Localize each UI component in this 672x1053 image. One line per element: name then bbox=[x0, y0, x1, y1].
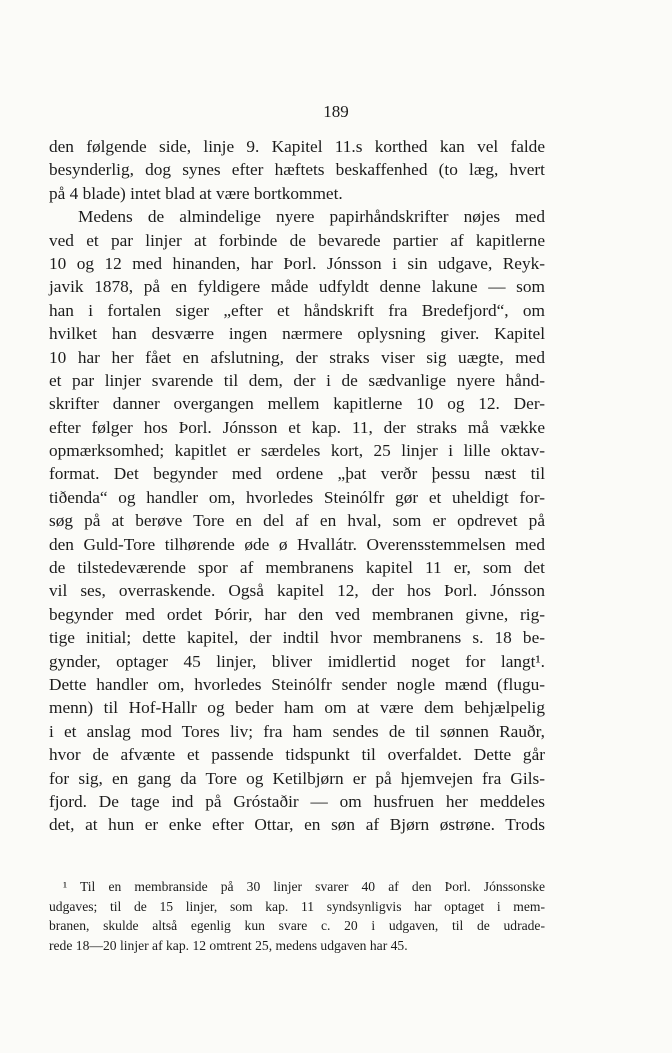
text-line: tige initial; dette kapitel, der indtil hvor membranens s. 18 be- bbox=[49, 628, 545, 648]
footnote-line: ¹ Til en membranside på 30 linjer svarer 40 af den Þorl. Jónssonske bbox=[63, 879, 545, 894]
text-line: 10 har her fået en afslutning, der straks viser sig uægte, med bbox=[49, 347, 545, 367]
text-line: på 4 blade) intet blad at være bortkommet. bbox=[49, 183, 343, 203]
text-line: vil ses, overraskende. Også kapitel 12, der hos Þorl. Jónsson bbox=[49, 581, 545, 601]
text-line: efter følger hos Þorl. Jónsson et kap. 11, der straks må vække bbox=[49, 417, 545, 437]
text-line: skrifter danner overgangen mellem kapitlerne 10 og 12. Der- bbox=[49, 394, 545, 414]
page-number: 189 bbox=[323, 102, 349, 121]
text-line: den følgende side, linje 9. Kapitel 11.s korthed kan vel falde bbox=[49, 137, 545, 156]
text-line: fjord. De tage ind på Gróstaðir — om husfruen her meddeles bbox=[49, 791, 545, 811]
text-line: hvor de afvænte et passende tidspunkt til overfaldet. Dette går bbox=[49, 745, 545, 765]
footnote-line: branen, skulde altså egenlig kun svare c. 20 i udgaven, til de udrade- bbox=[49, 918, 545, 934]
text-line: ved et par linjer at forbinde de bevarede partier af kapitlerne bbox=[49, 230, 545, 250]
text-line: den Guld-Tore tilhørende øde ø Hvallátr. Overensstemmelsen med bbox=[49, 534, 545, 554]
text-line: opmærksomhed; kapitlet er særdeles kort, 25 linjer i lille oktav- bbox=[49, 441, 545, 461]
text-line: et par linjer svarende til dem, der i de sædvanlige nyere hånd- bbox=[49, 370, 545, 390]
text-line: det, at hun er enke efter Ottar, en søn af Bjørn østrøne. Trods bbox=[49, 815, 545, 835]
text-line: i et anslag mod Tores liv; fra ham sendes de til sønnen Rauðr, bbox=[49, 721, 545, 741]
text-line: for sig, en gang da Tore og Ketilbjørn er på hjemvejen fra Gils- bbox=[49, 768, 545, 788]
text-line: menn) til Hof-Hallr og beder ham om at være dem behjælpelig bbox=[49, 698, 545, 718]
text-line: de tilstedeværende spor af membranens kapitel 11 er, som det bbox=[49, 558, 545, 578]
text-line: Medens de almindelige nyere papirhåndskrifter nøjes med bbox=[78, 207, 545, 227]
footnote-line: udgaves; til de 15 linjer, som kap. 11 syndsynligvis har optaget i mem- bbox=[49, 898, 545, 914]
text-line: tiðenda“ og handler om, hvorledes Steinólfr gør et uheldigt for- bbox=[49, 487, 545, 507]
text-line: han i fortalen siger „efter et håndskrift fra Bredefjord“, om bbox=[49, 300, 545, 320]
text-line: 10 og 12 med hinanden, har Þorl. Jónsson i sin udgave, Reyk- bbox=[49, 253, 545, 273]
text-line: gynder, optager 45 linjer, bliver imidlertid noget for langt¹. bbox=[49, 651, 545, 671]
footnote-line: rede 18—20 linjer af kap. 12 omtrent 25, medens udgaven har 45. bbox=[49, 937, 408, 953]
text-line: javik 1878, på en fyldigere måde udfyldt denne lakune — som bbox=[49, 277, 545, 297]
text-line: søg på at berøve Tore en del af en hval, som er opdrevet på bbox=[49, 511, 545, 531]
text-line: besynderlig, dog synes efter hæftets beskaffenhed (to læg, hvert bbox=[49, 160, 545, 180]
text-line: hvilket han desværre ingen nærmere oplysning giver. Kapitel bbox=[49, 324, 545, 344]
footnotes bbox=[49, 877, 545, 955]
text-line: Dette handler om, hvorledes Steinólfr sender nogle mænd (flugu- bbox=[49, 674, 545, 694]
text-line: begynder med ordet Þórir, har den ved membranen givne, rig- bbox=[49, 604, 545, 624]
body-text bbox=[49, 135, 545, 837]
text-line: format. Det begynder med ordene „þat verðr þessu næst til bbox=[49, 464, 545, 484]
